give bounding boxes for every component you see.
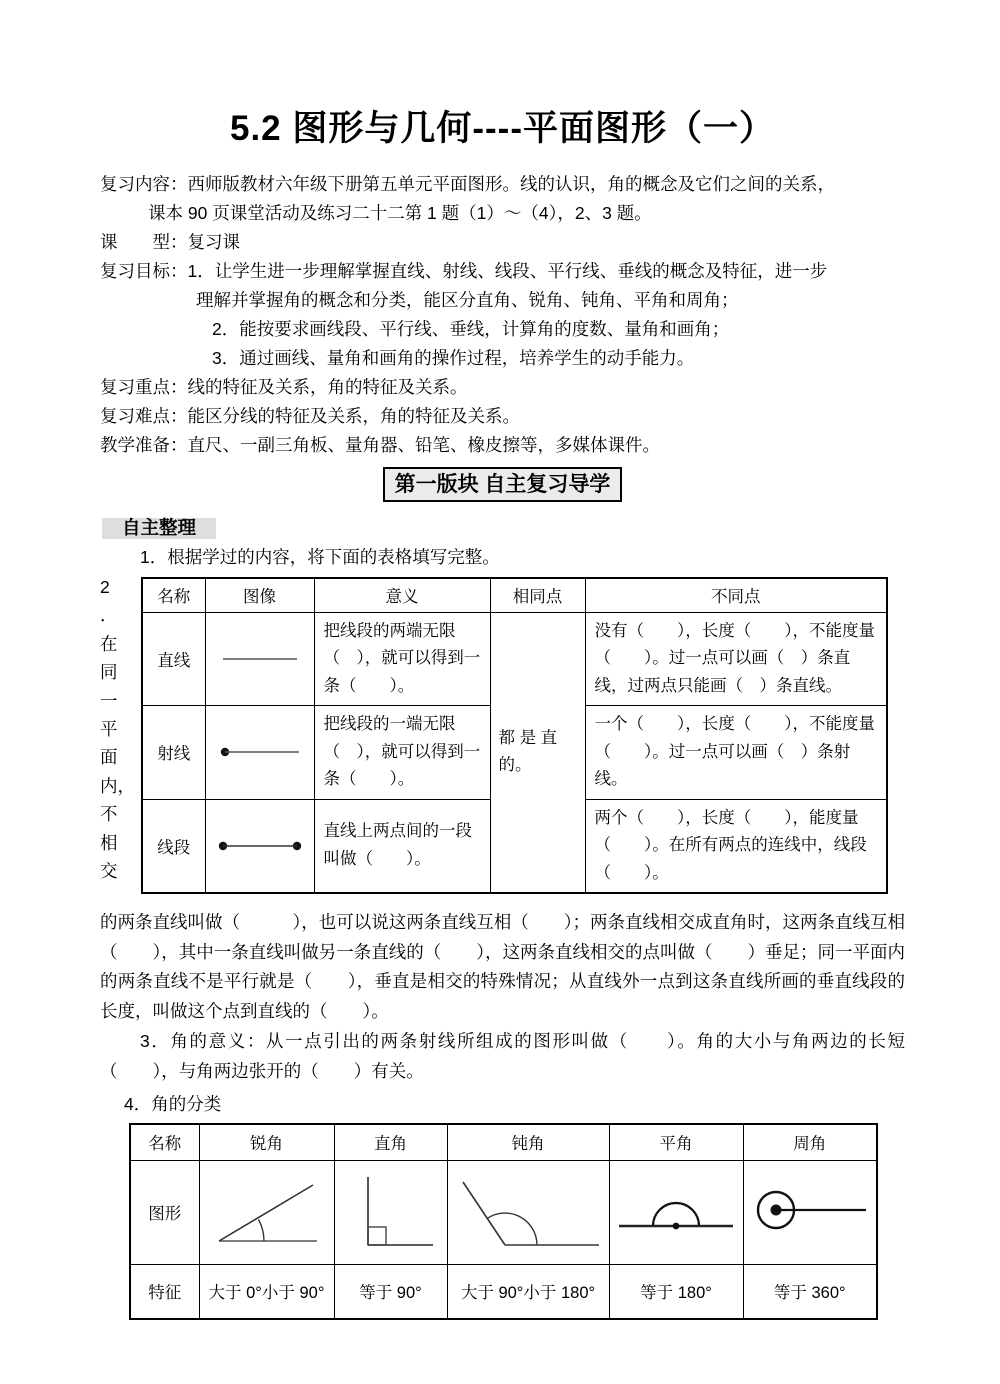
row-name: 直线 [142, 612, 205, 706]
table2-header-straight: 平角 [609, 1124, 743, 1160]
table2-figure-row [130, 1160, 877, 1264]
table2-header-obtuse: 钝角 [447, 1124, 609, 1160]
review-content-line1: 复习内容：西师版教材六年级下册第五单元平面图形。线的认识，角的概念及它们之间的关系， [100, 174, 835, 194]
table2-header-row [130, 1124, 877, 1160]
review-content-line2: 课本 90 页课堂活动及练习二十二第 1 题（1）～（4），2、3 题。 [148, 203, 652, 223]
round-angle-icon [749, 1176, 871, 1248]
lesson-type-line: 课 型：复习课 [100, 232, 240, 252]
obtuse-angle-icon [453, 1169, 603, 1255]
section-banner-wrap [100, 467, 905, 502]
review-goal-line2: 理解并掌握角的概念和分类，能区分直角、锐角、钝角、平角和周角； [196, 290, 739, 310]
line-segment-figure [205, 799, 314, 893]
angle-classification-table [129, 1123, 878, 1320]
row-difference: 一个（ ），长度（ ），不能度量（ ）。过一点可以画（ ）条射线。 [585, 706, 887, 800]
question-4: 4．角的分类 [124, 1094, 222, 1114]
table1-row-line [142, 612, 887, 706]
row-meaning: 直线上两点间的一段叫做（ ）。 [314, 799, 490, 893]
subsection-heading [100, 515, 905, 541]
row-meaning: 把线段的一端无限（ ），就可以得到一条（ ）。 [314, 706, 490, 800]
row-name: 射线 [142, 706, 205, 800]
table1-zone [100, 577, 905, 887]
review-key-line: 复习重点：线的特征及关系，角的特征及关系。 [100, 377, 468, 397]
round-angle-figure [743, 1160, 877, 1264]
right-angle-icon [343, 1169, 438, 1255]
review-goal-line1: 复习目标：1．让学生进一步理解掌握直线、射线、线段、平行线、垂线的概念及特征，进一步 [100, 261, 828, 281]
table1-header-meaning: 意义 [314, 578, 490, 612]
lines-comparison-table [141, 577, 888, 894]
acute-angle-figure [199, 1160, 334, 1264]
question-2-vertical-text: 2 ． 在 同 一 平 面 内， 不 相 交 [100, 577, 135, 882]
straight-line-figure [205, 612, 314, 706]
question-2-continuation: 的两条直线叫做（ ），也可以说这两条直线互相（ ）；两条直线相交成直角时，这两条直线互相（ ），其中一条直线叫做另一条直线的（ ），这两条直线相交的点叫做（ ）垂足；同一平面内的两条直线不是平行就是（ ），垂直是相交的特殊情况；从直线外一点到这条直线所画的垂直线段的长度，叫做这个点到直线的（ ）。 [100, 912, 905, 1021]
section-banner: 第一版块 自主复习导学 [383, 467, 623, 502]
question-1: 1．根据学过的内容，将下面的表格填写完整。 [140, 547, 500, 567]
row-meaning: 把线段的两端无限（ ），就可以得到一条（ ）。 [314, 612, 490, 706]
acute-angle-icon [207, 1169, 327, 1255]
row-difference: 没有（ ），长度（ ），不能度量（ ）。过一点可以画（ ）条直线，过两点只能画（ ）条直线。 [585, 612, 887, 706]
review-difficult-line: 复习难点：能区分线的特征及关系，角的特征及关系。 [100, 406, 520, 426]
table1-header-image: 图像 [205, 578, 314, 612]
line-segment-icon [216, 839, 304, 853]
right-angle-feature: 等于 90° [334, 1264, 447, 1319]
review-goal-line3: 2．能按要求画线段、平行线、垂线，计算角的度数、量角和画角； [212, 319, 730, 339]
right-angle-figure [334, 1160, 447, 1264]
obtuse-angle-feature: 大于 90°小于 180° [447, 1264, 609, 1319]
row-difference: 两个（ ），长度（ ），能度量（ ）。在所有两点的连线中，线段（ ）。 [585, 799, 887, 893]
straight-angle-icon [615, 1176, 737, 1248]
obtuse-angle-figure [447, 1160, 609, 1264]
table1-header-name: 名称 [142, 578, 205, 612]
lesson-meta [100, 170, 905, 460]
ray-icon [218, 745, 302, 759]
table1-header-same: 相同点 [490, 578, 585, 612]
same-point-cell: 都 是 直 的。 [490, 612, 585, 893]
round-angle-feature: 等于 360° [743, 1264, 877, 1319]
table2-header-round: 周角 [743, 1124, 877, 1160]
table1-header-diff: 不同点 [585, 578, 887, 612]
feature-row-label: 特征 [130, 1264, 199, 1319]
subsection-title: 自主整理 [122, 517, 197, 538]
row-name: 线段 [142, 799, 205, 893]
acute-angle-feature: 大于 0°小于 90° [199, 1264, 334, 1319]
table1-header-row [142, 578, 887, 612]
figure-row-label: 图形 [130, 1160, 199, 1264]
teaching-prepare-line: 教学准备：直尺、一副三角板、量角器、铅笔、橡皮擦等，多媒体课件。 [100, 435, 660, 455]
table2-header-acute: 锐角 [199, 1124, 334, 1160]
review-goal-line4: 3．通过画线、量角和画角的操作过程，培养学生的动手能力。 [212, 348, 695, 368]
table2-header-name: 名称 [130, 1124, 199, 1160]
straight-angle-feature: 等于 180° [609, 1264, 743, 1319]
question-3: 3．角的意义：从一点引出的两条射线所组成的图形叫做（ ）。角的大小与角两边的长短（ ），与角两边张开的（ ）有关。 [100, 1031, 905, 1081]
straight-line-icon [220, 653, 300, 665]
page-title: 5.2 图形与几何----平面图形（一） [229, 109, 775, 148]
table2-feature-row [130, 1264, 877, 1319]
straight-angle-figure [609, 1160, 743, 1264]
table2-header-right: 直角 [334, 1124, 447, 1160]
ray-figure [205, 706, 314, 800]
